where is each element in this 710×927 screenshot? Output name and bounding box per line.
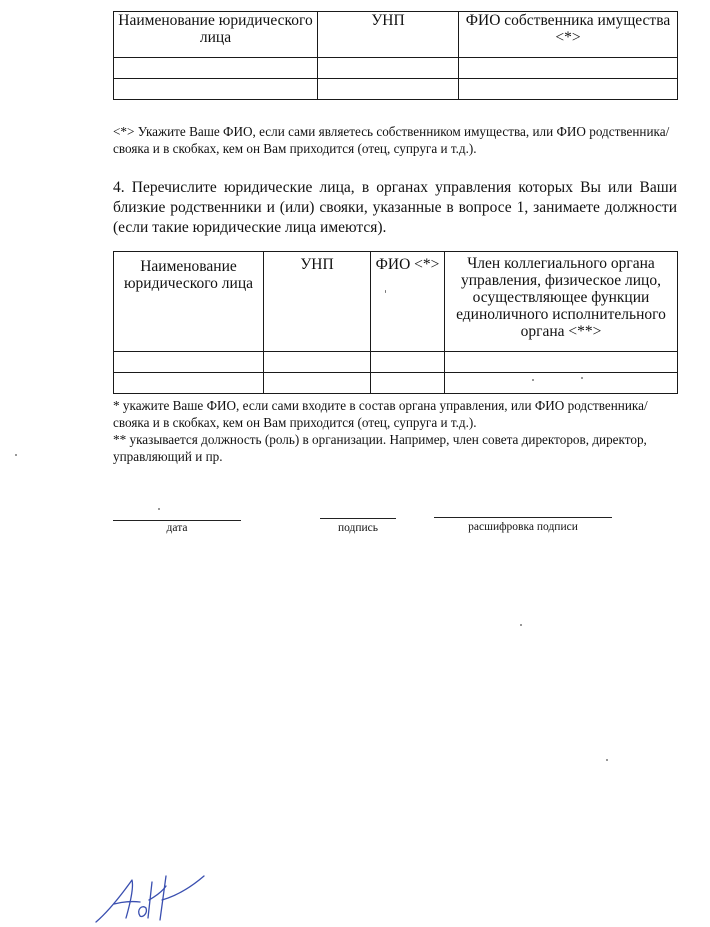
table-cell[interactable]	[264, 373, 371, 394]
scan-speck	[15, 454, 17, 456]
header-management-role: Член коллегиального органа управления, физическое лицо, осуществляющее функции единоличного исполнительного органа <**>	[445, 252, 678, 352]
signature-line[interactable]	[320, 518, 396, 519]
scan-speck	[385, 290, 386, 293]
table-header-row	[114, 252, 678, 352]
question-4-text: 4. Перечислите юридические лица, в органах управления которых Вы или Ваши близкие родственники и (или) свояки, указанные в вопросе 1, занимаете должности (если такие юридические лица имеются).	[113, 179, 677, 236]
table-cell[interactable]	[114, 373, 264, 394]
header-unp: УНП	[264, 252, 371, 352]
decryption-label: расшифровка подписи	[468, 521, 578, 533]
table-row	[114, 58, 678, 79]
header-fio: ФИО <*>	[371, 252, 445, 352]
scan-speck	[532, 379, 534, 381]
management-footnote-1: * укажите Ваше ФИО, если сами входите в состав органа управления, или ФИО родственника/свояка и в скобках, кем он Вам приходится (отец, супруга и т.д.).	[113, 398, 648, 430]
table-cell[interactable]	[318, 58, 459, 79]
table-cell[interactable]	[459, 58, 678, 79]
management-footnote-2: ** указывается должность (роль) в организации. Например, член совета директоров, директор, управляющий и пр.	[113, 432, 647, 464]
date-line[interactable]	[113, 520, 241, 521]
scan-speck	[581, 377, 583, 379]
header-owner-fio: ФИО собственника имущества <*>	[459, 12, 678, 58]
table-cell[interactable]	[318, 79, 459, 100]
scan-speck	[520, 624, 522, 626]
table-row	[114, 79, 678, 100]
table-cell[interactable]	[114, 352, 264, 373]
owners-footnote: <*> Укажите Ваше ФИО, если сами являетесь собственником имущества, или ФИО родственника/свояка и в скобках, кем он Вам приходится (отец, супруга и т.д.).	[113, 124, 670, 156]
table-row	[114, 352, 678, 373]
scan-speck	[606, 759, 608, 761]
date-label: дата	[166, 522, 188, 534]
decryption-line[interactable]	[434, 517, 612, 518]
table-cell[interactable]	[445, 373, 678, 394]
table-cell[interactable]	[371, 352, 445, 373]
owners-table	[113, 11, 678, 100]
table-cell[interactable]	[445, 352, 678, 373]
management-table	[113, 251, 678, 394]
table-cell[interactable]	[264, 352, 371, 373]
header-unp: УНП	[318, 12, 459, 58]
scan-speck	[158, 508, 160, 510]
handwritten-signature-icon	[92, 870, 212, 927]
table-header-row	[114, 12, 678, 58]
table-row	[114, 373, 678, 394]
header-legal-entity-name: Наименование юридического лица	[114, 252, 264, 352]
signature-label: подпись	[337, 522, 379, 534]
header-legal-entity-name: Наименование юридического лица	[114, 12, 318, 58]
table-cell[interactable]	[114, 79, 318, 100]
table-cell[interactable]	[371, 373, 445, 394]
table-cell[interactable]	[459, 79, 678, 100]
table-cell[interactable]	[114, 58, 318, 79]
